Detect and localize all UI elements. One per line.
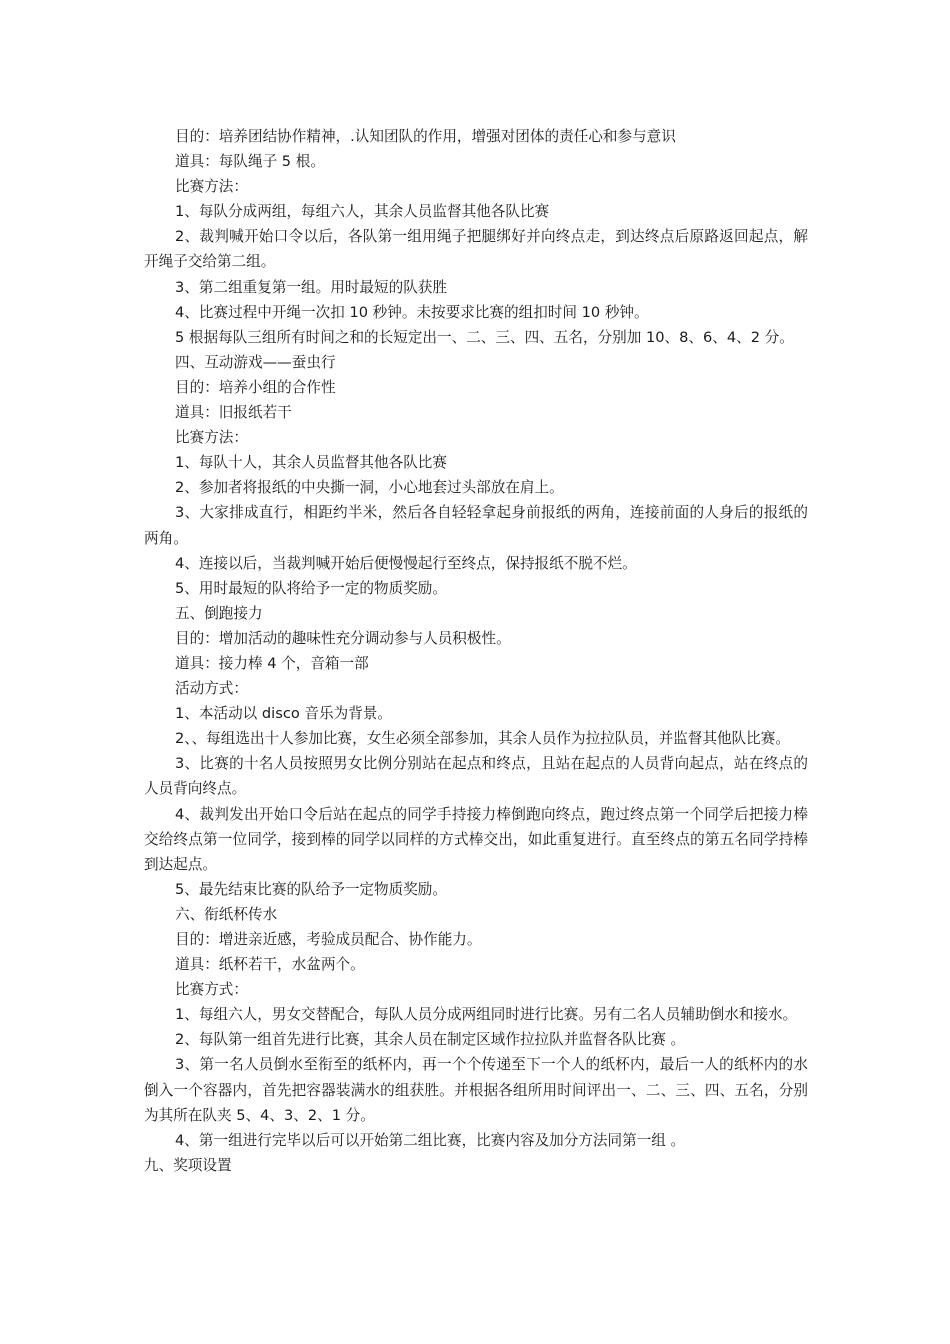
paragraph: 比赛方式： (175, 981, 248, 999)
paragraph: 4、比赛过程中开绳一次扣 10 秒钟。未按要求比赛的组扣时间 10 秒钟。 (175, 303, 649, 321)
paragraph: 2、裁判喊开始口令以后，各队第一组用绳子把腿绑好并向终点走，到达终点后原路返回起点，解开绳子交给第二组。 (144, 228, 808, 271)
paragraph: 1、每队十人，其余人员监督其他各队比赛 (175, 454, 447, 472)
paragraph: 5、最先结束比赛的队给予一定物质奖励。 (175, 880, 447, 898)
paragraph: 比赛方法： (175, 429, 248, 447)
paragraph: 道具：接力棒 4 个，音箱一部 (175, 654, 369, 672)
paragraph: 3、第一名人员倒水至衔至的纸杯内，再一个个传递至下一个人的纸杯内，最后一人的纸杯内的水倒入一个容器内，首先把容器装满水的组获胜。并根据各组所用时间评出一、二、三、四、五名，分别为其所在队夹 5、4、3、2、1 分。 (144, 1056, 808, 1124)
paragraph: 3、大家排成直行，相距约半米，然后各自轻轻拿起身前报纸的两角，连接前面的人身后的报纸的两角。 (144, 504, 808, 547)
paragraph: 3、比赛的十名人员按照男女比例分别站在起点和终点，且站在起点的人员背向起点，站在终点的人员背向终点。 (144, 755, 808, 798)
paragraph: 道具：旧报纸若干 (175, 404, 292, 422)
paragraph: 1、每组六人，男女交替配合，每队人员分成两组同时进行比赛。另有二名人员辅助倒水和接水。 (175, 1006, 798, 1024)
paragraph: 4、裁判发出开始口令后站在起点的同学手持接力棒倒跑向终点，跑过终点第一个同学后把接力棒交给终点第一位同学，接到棒的同学以同样的方式棒交出，如此重复进行。直至终点的第五名同学持棒到达起点。 (144, 805, 808, 873)
paragraph: 道具：纸杯若干，水盆两个。 (175, 956, 365, 974)
paragraph: 四、互动游戏——蚕虫行 (175, 353, 336, 371)
paragraph: 九、奖项设置 (144, 1156, 232, 1174)
paragraph: 5 根据每队三组所有时间之和的长短定出一、二、三、四、五名，分别加 10、8、6、4、2 分。 (175, 328, 794, 346)
paragraph: 道具：每队绳子 5 根。 (175, 153, 325, 171)
paragraph: 4、连接以后，当裁判喊开始后便慢慢起行至终点，保持报纸不脱不烂。 (175, 554, 637, 572)
paragraph: 活动方式： (175, 680, 248, 698)
paragraph: 2、参加者将报纸的中央撕一洞，小心地套过头部放在肩上。 (175, 479, 564, 497)
paragraph: 4、第一组进行完毕以后可以开始第二组比赛，比赛内容及加分方法同第一组 。 (175, 1131, 686, 1149)
paragraph: 目的：培养团结协作精神，.认知团队的作用，增强对团体的责任心和参与意识 (175, 128, 676, 145)
paragraph: 1、本活动以 disco 音乐为背景。 (175, 705, 392, 723)
paragraph: 2、每队第一组首先进行比赛，其余人员在制定区域作拉拉队并监督各队比赛 。 (175, 1031, 686, 1049)
paragraph: 五、倒跑接力 (175, 604, 263, 622)
paragraph: 5、用时最短的队将给予一定的物质奖励。 (175, 579, 447, 597)
paragraph: 目的：增进亲近感，考验成员配合、协作能力。 (175, 931, 482, 948)
paragraph: 2、、每组选出十人参加比赛，女生必须全部参加，其余人员作为拉拉队员，并监督其他队比赛。 (175, 730, 790, 748)
paragraph: 目的：培养小组的合作性 (175, 378, 336, 396)
paragraph: 3、第二组重复第一组。用时最短的队获胜 (175, 278, 447, 296)
paragraph: 六、衔纸杯传水 (175, 905, 278, 923)
paragraph: 比赛方法： (175, 178, 248, 196)
paragraph: 目的：增加活动的趣味性充分调动参与人员积极性。 (175, 629, 511, 647)
document-body (144, 124, 808, 1178)
paragraph: 1、每队分成两组，每组六人，其余人员监督其他各队比赛 (175, 203, 550, 221)
